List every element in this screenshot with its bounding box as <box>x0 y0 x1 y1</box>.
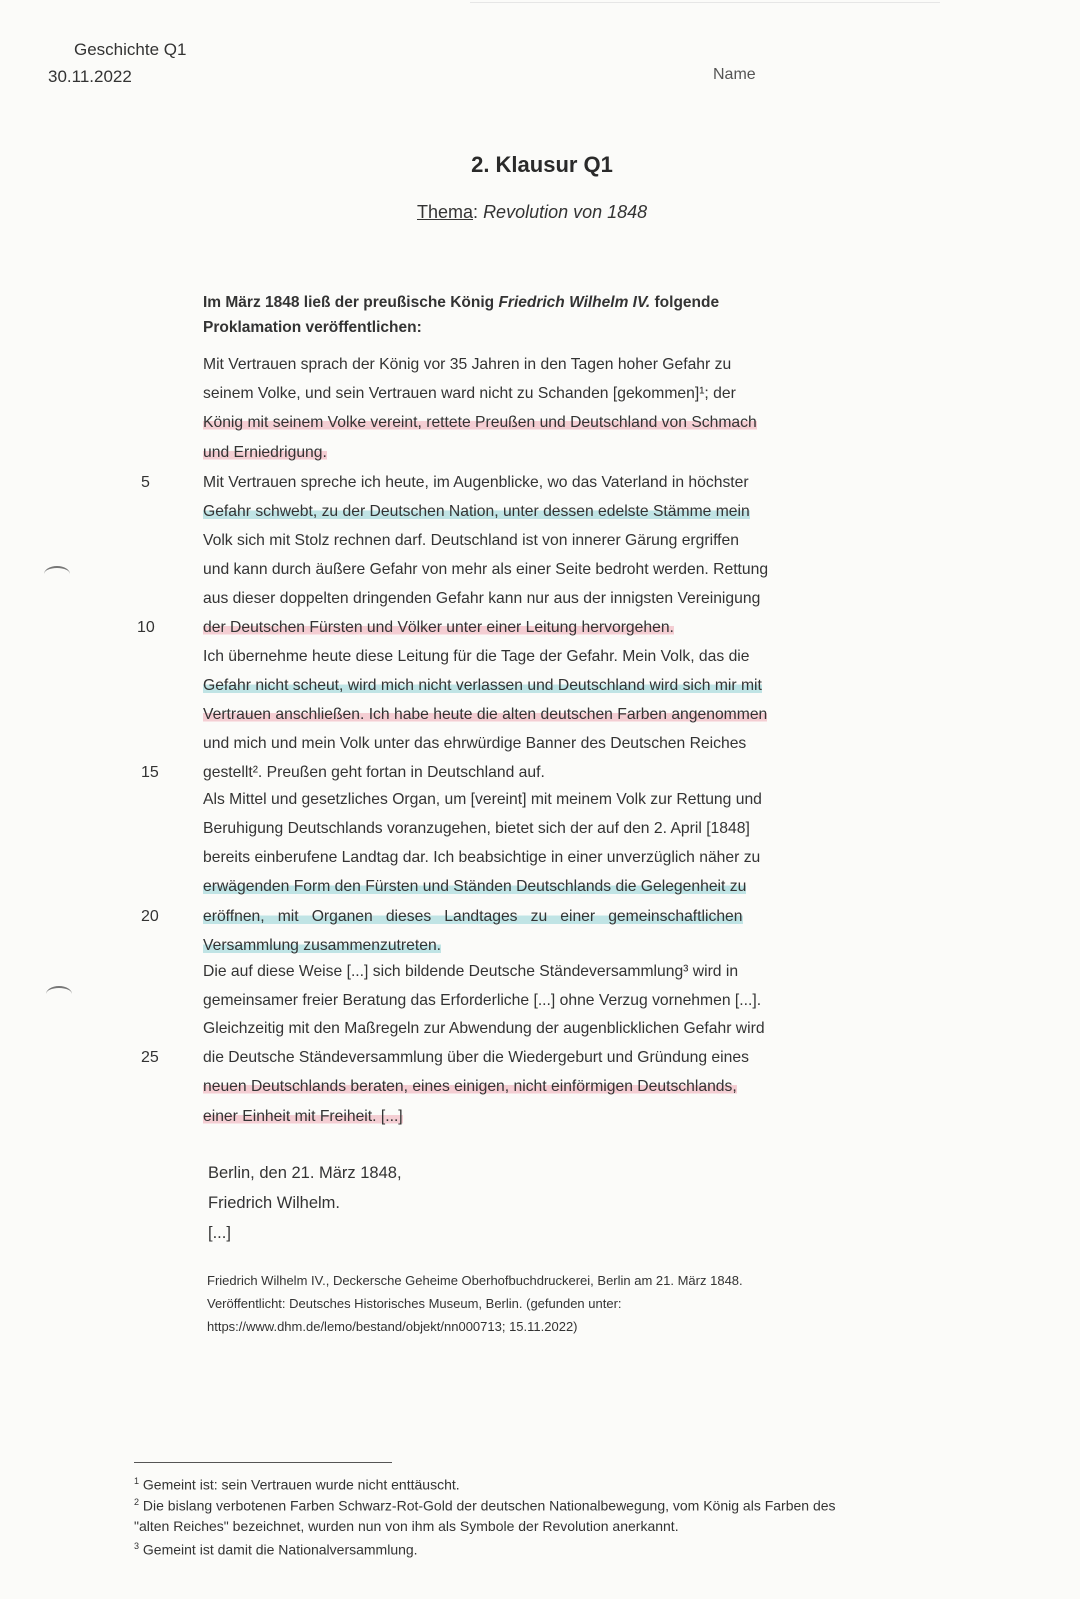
footnote-divider <box>134 1462 392 1463</box>
text-line: Gleichzeitig mit den Maßregeln zur Abwendung der augenblicklichen Gefahr wird <box>203 1020 765 1037</box>
text-line: Ich übernehme heute diese Leitung für die Tage der Gefahr. Mein Volk, das die <box>203 648 750 665</box>
text-line: und Erniedrigung. <box>203 444 327 461</box>
line-number: 15 <box>141 764 159 781</box>
line-number: 5 <box>141 474 150 491</box>
text-line: und mich und mein Volk unter das ehrwürdige Banner des Deutschen Reiches <box>203 735 747 752</box>
theme-value: Revolution von 1848 <box>483 202 648 222</box>
source-line: Friedrich Wilhelm IV., Deckersche Geheime Oberhofbuchdruckerei, Berlin am 21. März 1848. <box>207 1273 743 1288</box>
text-line: gemeinsamer freier Beratung das Erforderliche [...] ohne Verzug vornehmen [...]. <box>203 992 762 1009</box>
footnote: $^3$ Gemeint ist damit die Nationalversammlung. <box>134 1541 418 1558</box>
punch-mark <box>46 986 72 1002</box>
source-line: Veröffentlicht: Deutsches Historisches Museum, Berlin. (gefunden unter: <box>207 1296 622 1311</box>
intro-text: Im März 1848 ließ der preußische König Friedrich Wilhelm IV. folgende Proklamation veröffentlichen: <box>203 294 720 336</box>
text-line: neuen Deutschlands beraten, eines einigen, nicht einförmigen Deutschlands, <box>203 1078 737 1095</box>
text-line: erwägenden Form den Fürsten und Ständen Deutschlands die Gelegenheit zu <box>203 878 747 895</box>
text-line: aus dieser doppelten dringenden Gefahr kann nur aus der innigsten Vereinigung <box>203 590 761 607</box>
source-line: https://www.dhm.de/lemo/bestand/objekt/nn000713; 15.11.2022) <box>207 1319 578 1334</box>
line-number: 25 <box>141 1049 159 1066</box>
text-line: und kann durch äußere Gefahr von mehr als einer Seite bedroht werden. Rettung <box>203 561 769 578</box>
name-label: Name <box>713 66 756 83</box>
text-line: König mit seinem Volke vereint, rettete Preußen und Deutschland von Schmach <box>203 414 757 431</box>
text-line: Mit Vertrauen sprach der König vor 35 Jahren in den Tagen hoher Gefahr zu <box>203 356 732 373</box>
header-left <box>48 36 186 90</box>
scan-edge <box>470 2 940 3</box>
text-line: Als Mittel und gesetzliches Organ, um [vereint] mit meinem Volk zur Rettung und <box>203 791 762 808</box>
signature-name: Friedrich Wilhelm. <box>208 1194 341 1212</box>
footnote: $^1$ Gemeint ist: sein Vertrauen wurde nicht enttäuscht. <box>134 1476 460 1493</box>
punch-mark <box>44 566 70 582</box>
text-line: bereits einberufene Landtag dar. Ich beabsichtige in einer unverzüglich näher zu <box>203 849 761 866</box>
text-line: Volk sich mit Stolz rechnen darf. Deutschland ist von innerer Gärung ergriffen <box>203 532 739 549</box>
text-line: Vertrauen anschließen. Ich habe heute die alten deutschen Farben angenommen <box>203 706 768 723</box>
signature-place-date: Berlin, den 21. März 1848, <box>208 1164 402 1182</box>
footnote: "alten Reiches" bezeichnet, wurden nun von ihm als Symbole der Revolution anerkannt. <box>134 1518 679 1534</box>
text-line: Gefahr schwebt, zu der Deutschen Nation, unter dessen edelste Stämme mein <box>203 503 750 520</box>
page-title: 2. Klausur Q1 <box>471 152 613 177</box>
text-line: Gefahr nicht scheut, wird mich nicht verlassen und Deutschland wird sich mir mit <box>203 677 762 694</box>
text-line: Versammlung zusammenzutreten. <box>203 937 442 954</box>
line-number: 20 <box>141 908 159 925</box>
footnote: $^2$ Die bislang verbotenen Farben Schwarz-Rot-Gold der deutschen Nationalbewegung, vom König als Farben des <box>134 1497 836 1514</box>
subject-label: Geschichte Q1 <box>74 40 187 59</box>
exam-date: 30.11.2022 <box>48 67 132 86</box>
text-line: der Deutschen Fürsten und Völker unter einer Leitung hervorgehen. <box>203 619 674 636</box>
text-line: seinem Volke, und sein Vertrauen ward nicht zu Schanden [gekommen]¹; der <box>203 385 736 402</box>
line-number: 10 <box>137 619 155 636</box>
text-line: eröffnen, mit Organen dieses Landtages zu einer gemeinschaftlichen <box>203 908 743 925</box>
text-line: Mit Vertrauen spreche ich heute, im Augenblicke, wo das Vaterland in höchster <box>203 474 749 491</box>
theme-label: Thema <box>417 202 474 222</box>
text-line: einer Einheit mit Freiheit. [...] <box>203 1108 403 1125</box>
text-line: Beruhigung Deutschlands voranzugehen, bietet sich der auf den 2. April [1848] <box>203 820 750 837</box>
theme-line: Thema: Revolution von 1848 <box>417 202 648 222</box>
signature-ellipsis: [...] <box>208 1224 231 1242</box>
text-line: gestellt². Preußen geht fortan in Deutschland auf. <box>203 764 545 781</box>
text-line: Die auf diese Weise [...] sich bildende Deutsche Ständeversammlung³ wird in <box>203 963 739 980</box>
text-line: die Deutsche Ständeversammlung über die Wiedergeburt und Gründung eines <box>203 1049 749 1066</box>
